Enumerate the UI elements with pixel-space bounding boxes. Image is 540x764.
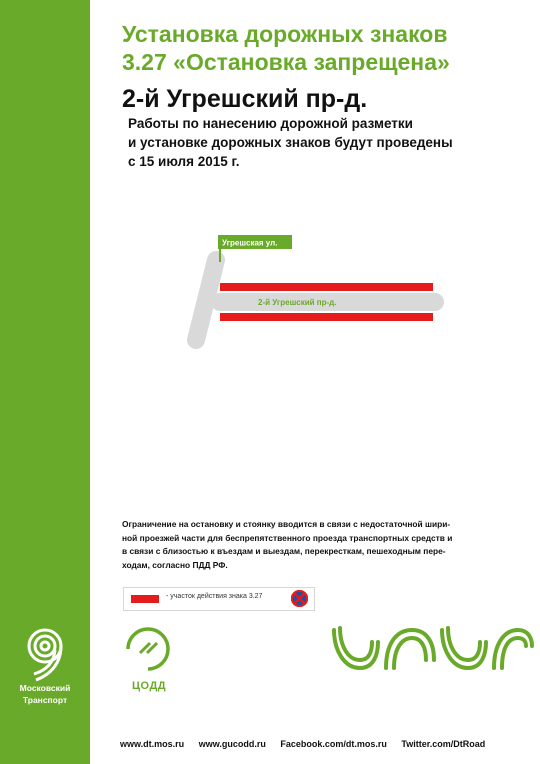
footer-link-facebook[interactable]: Facebook.com/dt.mos.ru xyxy=(280,739,387,749)
page-title xyxy=(122,20,537,76)
note-line-1: Ограничение на остановку и стоянку вводится в связи с недостаточной шири- xyxy=(122,519,451,529)
footer-link-dt[interactable]: www.dt.mos.ru xyxy=(120,739,185,749)
codd-label: ЦОДД xyxy=(132,680,167,692)
footer-link-gucodd[interactable]: www.gucodd.ru xyxy=(198,739,266,749)
title-line-1: Установка дорожных знаков xyxy=(122,21,448,47)
main-street-label: 2-й Угрешский пр-д. xyxy=(258,298,337,307)
restriction-zone-top xyxy=(220,283,433,291)
desc-line-2: и установке дорожных знаков будут проведены xyxy=(128,135,453,150)
restriction-zone-bottom xyxy=(220,313,433,321)
sidebar-brand xyxy=(4,682,86,706)
brand-line-1: Московский xyxy=(19,683,71,693)
desc-line-3: с 15 июля 2015 г. xyxy=(128,154,240,169)
mosru-ornament-logo-icon xyxy=(330,620,535,678)
works-description xyxy=(128,114,528,171)
road-scheme-map xyxy=(180,230,450,360)
moscow-transport-logo-icon xyxy=(14,622,76,684)
street-name: 2-й Угрешский пр-д. xyxy=(122,85,368,113)
note-line-2: ной проезжей части для беспрепятственного проезда транспортных средств и xyxy=(122,532,453,543)
note-line-3: в связи с близостью к въездам и выездам, перекресткам, пешеходным пере- xyxy=(122,546,446,556)
legend-text: - участок действия знака 3.27 xyxy=(166,593,263,600)
legend xyxy=(123,587,315,611)
title-line-2: 3.27 «Остановка запрещена» xyxy=(122,49,450,75)
restriction-note xyxy=(122,518,532,572)
desc-line-1: Работы по нанесению дорожной разметки xyxy=(128,116,413,131)
legend-swatch xyxy=(131,595,159,603)
no-stopping-sign-icon xyxy=(291,590,308,607)
note-line-4: ходам, согласно ПДД РФ. xyxy=(122,559,228,570)
footer-links xyxy=(120,739,497,749)
cross-street-label: Угрешская ул. xyxy=(222,238,278,248)
footer-link-twitter[interactable]: Twitter.com/DtRoad xyxy=(401,739,486,749)
sidebar xyxy=(0,0,90,764)
brand-line-2: Транспорт xyxy=(22,695,68,705)
codd-logo-icon xyxy=(120,625,178,673)
